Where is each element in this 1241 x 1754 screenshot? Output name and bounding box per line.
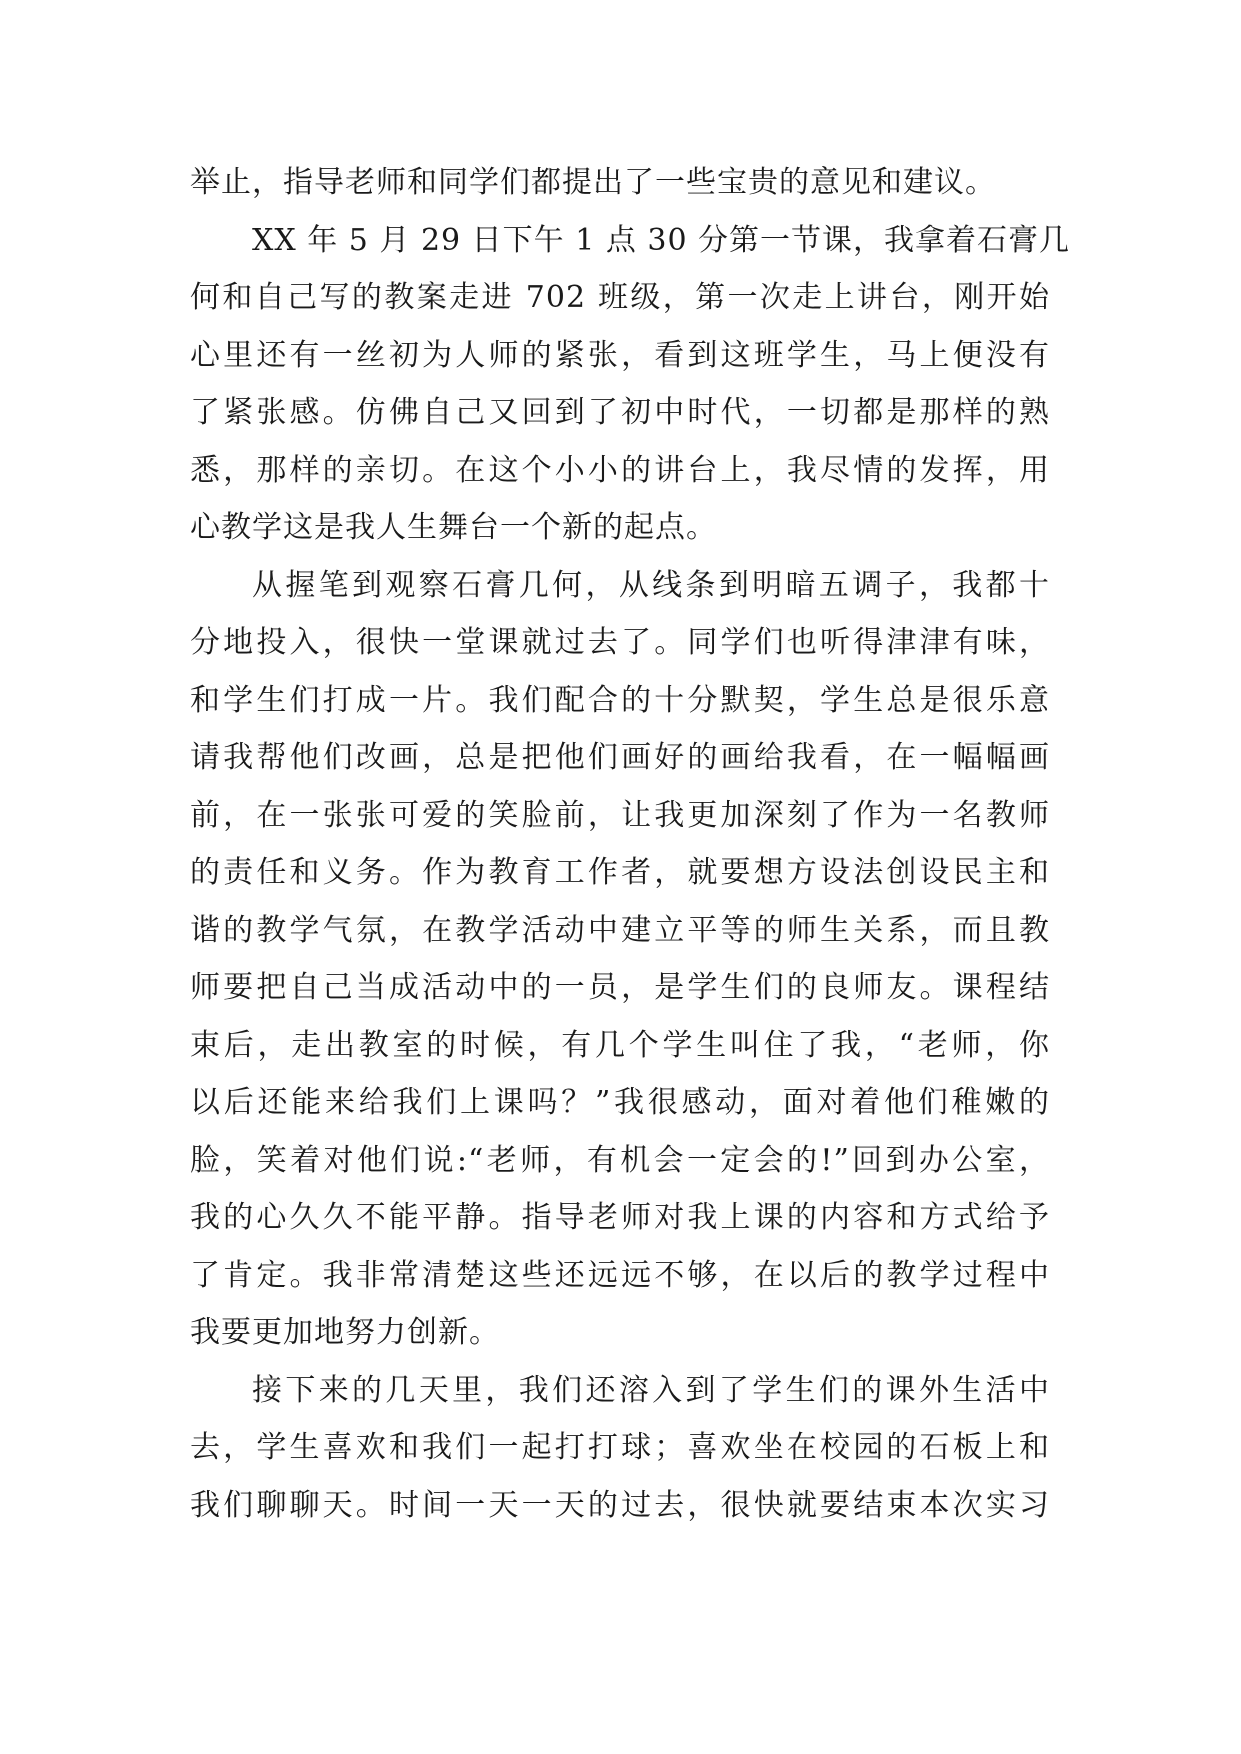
text-line: 接下来的几天里，我们还溶入到了学生们的课外生活中 bbox=[252, 1372, 1050, 1408]
body-text bbox=[190, 154, 1071, 1534]
text-line: 举止，指导老师和同学们都提出了一些宝贵的意见和建议。 bbox=[190, 165, 996, 200]
text-line: 请我帮他们改画，总是把他们画好的画给我看，在一幅幅画 bbox=[190, 740, 1050, 775]
text-line: 悉，那样的亲切。在这个小小的讲台上，我尽情的发挥，用 bbox=[190, 452, 1050, 488]
text-line: 何和自己写的教案走进 702 班级，第一次走上讲台，刚开始 bbox=[190, 280, 1050, 315]
text-line: 束后，走出教室的时候，有几个学生叫住了我，“老师，你 bbox=[190, 1027, 1050, 1063]
text-line: 心教学这是我人生舞台一个新的起点。 bbox=[190, 510, 717, 545]
text-line: 去，学生喜欢和我们一起打打球；喜欢坐在校园的石板上和 bbox=[190, 1430, 1050, 1465]
text-line: 前，在一张张可爱的笑脸前，让我更加深刻了作为一名教师 bbox=[190, 797, 1050, 833]
text-line: 的责任和义务。作为教育工作者，就要想方设法创设民主和 bbox=[190, 855, 1050, 890]
text-line: 我们聊聊天。时间一天一天的过去，很快就要结束本次实习 bbox=[190, 1487, 1050, 1523]
text-line: XX 年 5 月 29 日下午 1 点 30 分第一节课，我拿着石膏几 bbox=[252, 222, 1071, 258]
text-line: 师要把自己当成活动中的一员，是学生们的良师友。课程结 bbox=[190, 970, 1050, 1005]
text-line: 谐的教学气氛，在教学活动中建立平等的师生关系，而且教 bbox=[190, 912, 1050, 948]
text-line: 分地投入，很快一堂课就过去了。同学们也听得津津有味， bbox=[190, 625, 1050, 660]
text-line: 从握笔到观察石膏几何，从线条到明暗五调子，我都十 bbox=[252, 567, 1050, 603]
text-line: 脸，笑着对他们说:“老师，有机会一定会的!”回到办公室， bbox=[190, 1142, 1050, 1178]
text-line: 我的心久久不能平静。指导老师对我上课的内容和方式给予 bbox=[190, 1200, 1050, 1235]
text-line: 以后还能来给我们上课吗？”我很感动，面对着他们稚嫩的 bbox=[190, 1085, 1050, 1120]
text-line: 了紧张感。仿佛自己又回到了初中时代，一切都是那样的熟 bbox=[190, 395, 1050, 430]
text-line: 心里还有一丝初为人师的紧张，看到这班学生，马上便没有 bbox=[190, 337, 1050, 373]
text-line: 了肯定。我非常清楚这些还远远不够，在以后的教学过程中 bbox=[190, 1257, 1050, 1293]
text-line: 和学生们打成一片。我们配合的十分默契，学生总是很乐意 bbox=[190, 682, 1050, 718]
text-line: 我要更加地努力创新。 bbox=[190, 1315, 500, 1350]
